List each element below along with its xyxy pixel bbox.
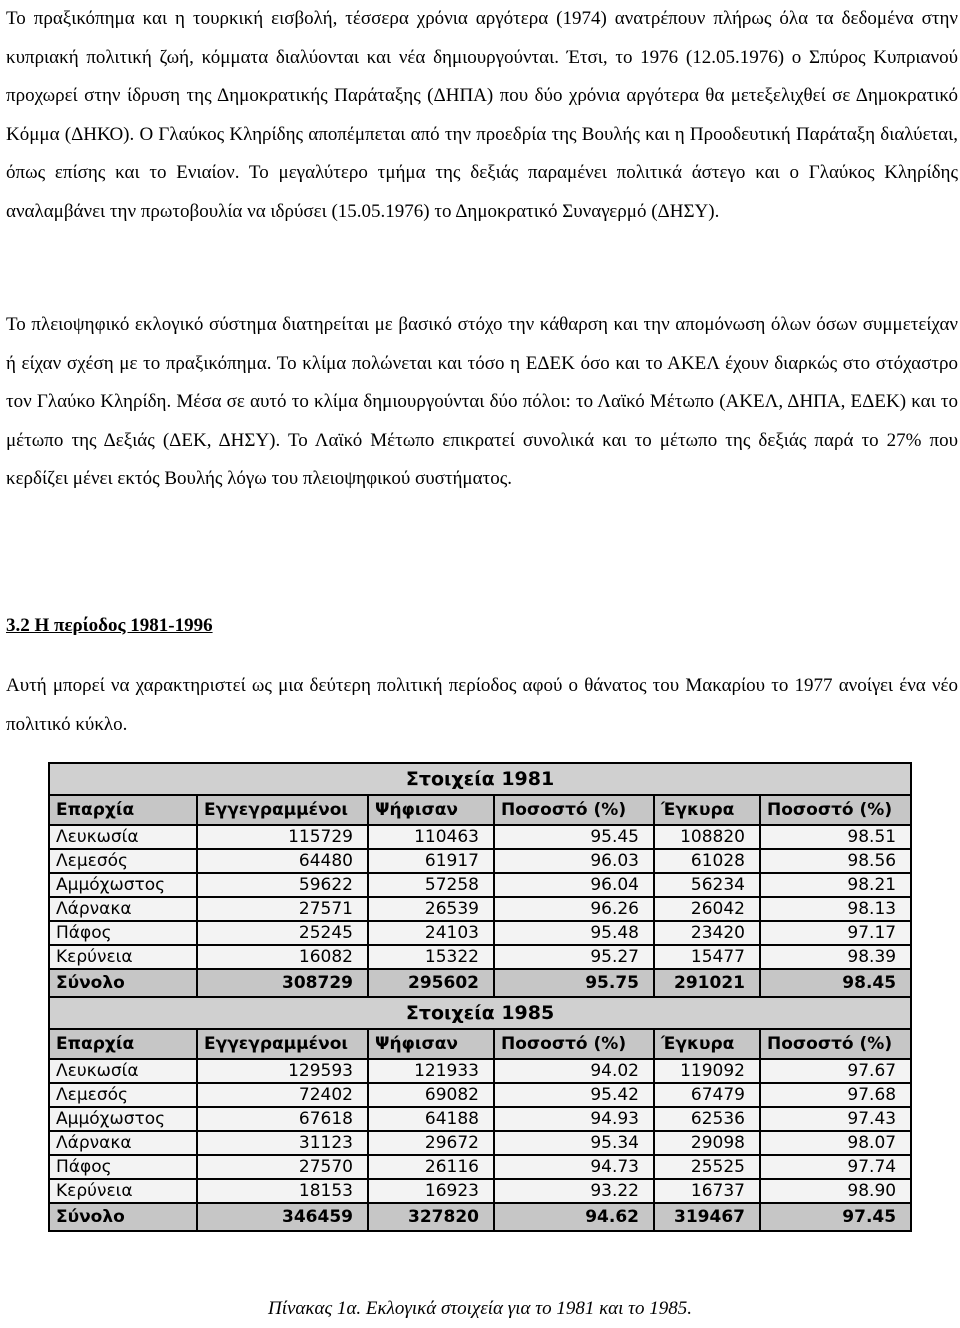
column-header: Έγκυρα bbox=[654, 1029, 760, 1059]
value-cell: 72402 bbox=[197, 1083, 368, 1107]
value-cell: 98.39 bbox=[760, 945, 911, 969]
value-cell: 98.45 bbox=[760, 969, 911, 997]
value-cell: 95.42 bbox=[494, 1083, 654, 1107]
total-row bbox=[49, 1203, 911, 1231]
table-row bbox=[49, 945, 911, 969]
district-cell: Λευκωσία bbox=[49, 825, 197, 849]
value-cell: 67618 bbox=[197, 1107, 368, 1131]
value-cell: 97.43 bbox=[760, 1107, 911, 1131]
value-cell: 61917 bbox=[368, 849, 494, 873]
table-row bbox=[49, 849, 911, 873]
value-cell: 15477 bbox=[654, 945, 760, 969]
value-cell: 108820 bbox=[654, 825, 760, 849]
district-cell: Λευκωσία bbox=[49, 1059, 197, 1083]
value-cell: 25245 bbox=[197, 921, 368, 945]
paragraph-coup-aftermath: Το πραξικόπημα και η τουρκική εισβολή, τέσσερα χρόνια αργότερα (1974) ανατρέπουν πλήρως όλα τα δεδομένα στην κυπριακή πολιτική ζωή, κόμματα διαλύονται και νέα δημιουργούνται. Έτσι, το 1976 (12.05.1976) ο Σπύρος Κυπριανού προχωρεί στην ίδρυση της Δημοκρατικής Παράταξης (ΔΗΠΑ) που δύο χρόνια αργότερα θα μετεξελιχθεί σε Δημοκρατικό Κόμμα (ΔΗΚΟ). Ο Γλαύκος Κληρίδης αποπέμπεται από την προεδρία της Βουλής και η Προοδευτική Παράταξη διαλύεται, όπως επίσης και το Ενιαίον. Το μεγαλύτερο τμήμα της δεξιάς παραμένει πολιτικά άστεγο και ο Γλαύκος Κληρίδης αναλαμβάνει την πρωτοβουλία να ιδρύσει (15.05.1976) το Δημοκρατικό Συναγερμό (ΔΗΣΥ). bbox=[6, 8, 958, 222]
district-cell: Σύνολο bbox=[49, 969, 197, 997]
value-cell: 94.73 bbox=[494, 1155, 654, 1179]
value-cell: 23420 bbox=[654, 921, 760, 945]
value-cell: 110463 bbox=[368, 825, 494, 849]
table-1981-title: Στοιχεία 1981 bbox=[49, 763, 911, 795]
value-cell: 98.07 bbox=[760, 1131, 911, 1155]
value-cell: 26042 bbox=[654, 897, 760, 921]
value-cell: 96.26 bbox=[494, 897, 654, 921]
value-cell: 64480 bbox=[197, 849, 368, 873]
value-cell: 119092 bbox=[654, 1059, 760, 1083]
table-1981-header-row bbox=[49, 795, 911, 825]
table-row bbox=[49, 1059, 911, 1083]
table-row bbox=[49, 1131, 911, 1155]
value-cell: 18153 bbox=[197, 1179, 368, 1203]
table-row bbox=[49, 897, 911, 921]
value-cell: 56234 bbox=[654, 873, 760, 897]
table-1985-header-row bbox=[49, 1029, 911, 1059]
table-row bbox=[49, 1083, 911, 1107]
column-header: Επαρχία bbox=[49, 795, 197, 825]
value-cell: 95.34 bbox=[494, 1131, 654, 1155]
value-cell: 98.21 bbox=[760, 873, 911, 897]
district-cell: Κερύνεια bbox=[49, 1179, 197, 1203]
value-cell: 97.17 bbox=[760, 921, 911, 945]
district-cell: Λάρνακα bbox=[49, 897, 197, 921]
column-header: Έγκυρα bbox=[654, 795, 760, 825]
total-row bbox=[49, 969, 911, 997]
value-cell: 29098 bbox=[654, 1131, 760, 1155]
value-cell: 115729 bbox=[197, 825, 368, 849]
value-cell: 27571 bbox=[197, 897, 368, 921]
value-cell: 327820 bbox=[368, 1203, 494, 1231]
district-cell: Λάρνακα bbox=[49, 1131, 197, 1155]
value-cell: 96.04 bbox=[494, 873, 654, 897]
value-cell: 291021 bbox=[654, 969, 760, 997]
value-cell: 29672 bbox=[368, 1131, 494, 1155]
value-cell: 64188 bbox=[368, 1107, 494, 1131]
value-cell: 59622 bbox=[197, 873, 368, 897]
value-cell: 16737 bbox=[654, 1179, 760, 1203]
value-cell: 121933 bbox=[368, 1059, 494, 1083]
value-cell: 97.68 bbox=[760, 1083, 911, 1107]
value-cell: 27570 bbox=[197, 1155, 368, 1179]
district-cell: Πάφος bbox=[49, 1155, 197, 1179]
value-cell: 15322 bbox=[368, 945, 494, 969]
column-header: Ποσοστό (%) bbox=[760, 1029, 911, 1059]
district-cell: Λεμεσός bbox=[49, 1083, 197, 1107]
value-cell: 16082 bbox=[197, 945, 368, 969]
value-cell: 26116 bbox=[368, 1155, 494, 1179]
value-cell: 95.27 bbox=[494, 945, 654, 969]
value-cell: 57258 bbox=[368, 873, 494, 897]
district-cell: Αμμόχωστος bbox=[49, 873, 197, 897]
value-cell: 31123 bbox=[197, 1131, 368, 1155]
table-row bbox=[49, 825, 911, 849]
value-cell: 98.90 bbox=[760, 1179, 911, 1203]
value-cell: 98.13 bbox=[760, 897, 911, 921]
column-header: Ψήφισαν bbox=[368, 1029, 494, 1059]
value-cell: 24103 bbox=[368, 921, 494, 945]
column-header: Εγγεγραμμένοι bbox=[197, 1029, 368, 1059]
column-header: Εγγεγραμμένοι bbox=[197, 795, 368, 825]
value-cell: 129593 bbox=[197, 1059, 368, 1083]
column-header: Ποσοστό (%) bbox=[760, 795, 911, 825]
value-cell: 62536 bbox=[654, 1107, 760, 1131]
table-1981-title-row bbox=[49, 763, 911, 795]
section-heading: 3.2 Η περίοδος 1981-1996 bbox=[6, 615, 213, 636]
value-cell: 295602 bbox=[368, 969, 494, 997]
value-cell: 95.75 bbox=[494, 969, 654, 997]
district-cell: Κερύνεια bbox=[49, 945, 197, 969]
value-cell: 26539 bbox=[368, 897, 494, 921]
district-cell: Λεμεσός bbox=[49, 849, 197, 873]
value-cell: 308729 bbox=[197, 969, 368, 997]
value-cell: 319467 bbox=[654, 1203, 760, 1231]
election-table bbox=[48, 762, 912, 1232]
table-caption: Πίνακας 1α. Εκλογικά στοιχεία για το 1981 και το 1985. bbox=[267, 1298, 692, 1319]
table-row bbox=[49, 1155, 911, 1179]
table-1985-title-row bbox=[49, 997, 911, 1029]
value-cell: 95.48 bbox=[494, 921, 654, 945]
value-cell: 346459 bbox=[197, 1203, 368, 1231]
table-row bbox=[49, 1107, 911, 1131]
paragraph-electoral-system: Το πλειοψηφικό εκλογικό σύστημα διατηρείται με βασικό στόχο την κάθαρση και την απομόνωση όλων όσων συμμετείχαν ή είχαν σχέση με το πραξικόπημα. Το κλίμα πολώνεται και τόσο η ΕΔΕΚ όσο και το ΑΚΕΛ έχουν διαρκώς στο στόχαστρο τον Γλαύκο Κληρίδη. Μέσα σε αυτό το κλίμα δημιουργούνται δύο πόλοι: το Λαϊκό Μέτωπο (ΑΚΕΛ, ΔΗΠΑ, ΕΔΕΚ) και το μέτωπο της Δεξιάς (ΔΕΚ, ΔΗΣΥ). Το Λαϊκό Μέτωπο επικρατεί συνολικά και το μέτωπο της δεξιάς παρά το 27% που κερδίζει μένει εκτός Βουλής λόγω του πλειοψηφικού συστήματος. bbox=[6, 314, 958, 489]
value-cell: 67479 bbox=[654, 1083, 760, 1107]
table-row bbox=[49, 1179, 911, 1203]
value-cell: 98.51 bbox=[760, 825, 911, 849]
district-cell: Πάφος bbox=[49, 921, 197, 945]
value-cell: 25525 bbox=[654, 1155, 760, 1179]
paragraph-second-period: Αυτή μπορεί να χαρακτηριστεί ως μια δεύτερη πολιτική περίοδος αφού ο θάνατος του Μακαρίου το 1977 ανοίγει ένα νέο πολιτικό κύκλο. bbox=[6, 675, 958, 735]
value-cell: 94.93 bbox=[494, 1107, 654, 1131]
value-cell: 97.67 bbox=[760, 1059, 911, 1083]
value-cell: 95.45 bbox=[494, 825, 654, 849]
value-cell: 98.56 bbox=[760, 849, 911, 873]
value-cell: 96.03 bbox=[494, 849, 654, 873]
value-cell: 97.74 bbox=[760, 1155, 911, 1179]
column-header: Ποσοστό (%) bbox=[494, 1029, 654, 1059]
value-cell: 94.02 bbox=[494, 1059, 654, 1083]
district-cell: Αμμόχωστος bbox=[49, 1107, 197, 1131]
value-cell: 16923 bbox=[368, 1179, 494, 1203]
election-data-image bbox=[48, 762, 910, 1232]
table-row bbox=[49, 873, 911, 897]
table-row bbox=[49, 921, 911, 945]
column-header: Ψήφισαν bbox=[368, 795, 494, 825]
value-cell: 93.22 bbox=[494, 1179, 654, 1203]
value-cell: 69082 bbox=[368, 1083, 494, 1107]
district-cell: Σύνολο bbox=[49, 1203, 197, 1231]
column-header: Ποσοστό (%) bbox=[494, 795, 654, 825]
column-header: Επαρχία bbox=[49, 1029, 197, 1059]
table-1985-title: Στοιχεία 1985 bbox=[49, 997, 911, 1029]
value-cell: 94.62 bbox=[494, 1203, 654, 1231]
value-cell: 97.45 bbox=[760, 1203, 911, 1231]
value-cell: 61028 bbox=[654, 849, 760, 873]
